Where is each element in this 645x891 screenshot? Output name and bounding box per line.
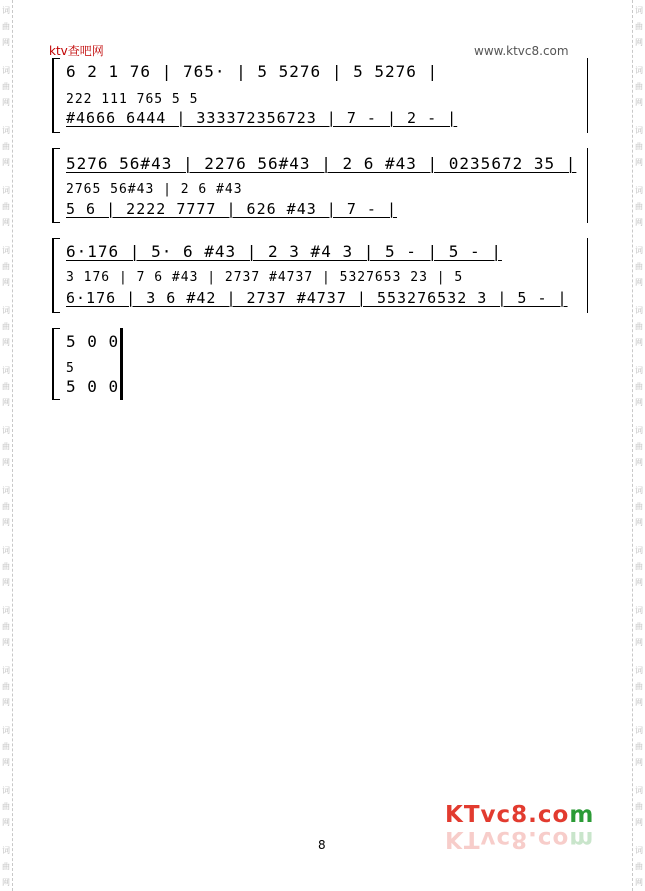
side-watermark-char: 曲 [2,562,10,571]
side-watermark-char: 网 [635,458,643,467]
side-watermark-char: 网 [2,878,10,887]
side-watermark-char: 网 [2,518,10,527]
side-watermark-char: 曲 [2,742,10,751]
side-watermark-char: 曲 [2,322,10,331]
right-dashed-line [632,0,633,891]
side-watermark-char: 曲 [635,502,643,511]
side-watermark-char: 曲 [2,142,10,151]
melody-line: 5276 56#43 | 2276 56#43 | 2 6 #43 | 0235672 35 | [66,154,577,173]
side-watermark-char: 曲 [2,862,10,871]
side-watermark-char: 词 [635,666,643,675]
melody-line: 6 2 1 76 | 765· | 5 5276 | 5 5276 | [66,62,439,81]
side-watermark-char: 网 [635,158,643,167]
side-watermark-char: 曲 [2,262,10,271]
logo-text: KTvc8.co [445,802,570,828]
side-watermark-char: 网 [2,638,10,647]
side-watermark-char: 词 [635,126,643,135]
side-watermark-char: 曲 [2,802,10,811]
barline [587,58,588,133]
side-watermark-char: 曲 [635,442,643,451]
side-watermark-char: 网 [635,218,643,227]
side-watermark-char: 网 [635,878,643,887]
side-watermark-char: 网 [2,578,10,587]
side-watermark-char: 词 [2,486,10,495]
score-system-4 [52,328,124,400]
side-watermark-char: 曲 [2,202,10,211]
side-watermark-char: 网 [635,518,643,527]
harmony-lower-line: 5 0 0 [66,377,120,396]
side-watermark-char: 曲 [635,862,643,871]
melody-line: 6·176 | 5· 6 #43 | 2 3 #4 3 | 5 - | 5 - | [66,242,502,261]
side-watermark-char: 词 [2,6,10,15]
score-system-2 [52,148,587,223]
side-watermark-char: 曲 [2,82,10,91]
system-brace [52,238,60,313]
side-watermark-char: 网 [2,458,10,467]
side-watermark-char: 词 [2,306,10,315]
left-watermark-column [0,0,14,891]
side-watermark-char: 网 [2,698,10,707]
side-watermark-char: 网 [2,98,10,107]
side-watermark-char: 词 [2,666,10,675]
system-brace [52,148,60,223]
harmony-upper-line: 2765 56#43 | 2 6 #43 [66,182,243,197]
side-watermark-char: 网 [635,98,643,107]
side-watermark-char: 网 [635,278,643,287]
side-watermark-char: 词 [635,306,643,315]
side-watermark-char: 词 [635,66,643,75]
side-watermark-char: 网 [2,338,10,347]
side-watermark-char: 词 [2,846,10,855]
side-watermark-char: 曲 [2,502,10,511]
side-watermark-char: 词 [2,726,10,735]
barline [587,238,588,313]
side-watermark-char: 词 [635,186,643,195]
logo-reflection: KTvc8.com [445,826,595,852]
side-watermark-char: 曲 [635,262,643,271]
side-watermark-char: 词 [635,726,643,735]
side-watermark-char: 词 [2,606,10,615]
side-watermark-char: 曲 [635,382,643,391]
side-watermark-char: 词 [635,366,643,375]
side-watermark-char: 词 [635,6,643,15]
site-logo [445,802,594,852]
barline [587,148,588,223]
side-watermark-char: 词 [635,606,643,615]
side-watermark-char: 网 [2,218,10,227]
score-system-1 [52,58,587,133]
harmony-lower-line: 5 6 | 2222 7777 | 626 #43 | 7 - | [66,200,398,218]
side-watermark-char: 词 [2,786,10,795]
side-watermark-char: 曲 [2,622,10,631]
side-watermark-char: 网 [635,698,643,707]
site-watermark: ktv查吧网 [49,44,104,58]
score-system-3 [52,238,587,313]
right-watermark-column [631,0,645,891]
melody-line: 5 0 0 [66,332,120,351]
side-watermark-char: 曲 [635,682,643,691]
side-watermark-char: 网 [635,338,643,347]
side-watermark-char: 曲 [2,382,10,391]
side-watermark-char: 曲 [2,442,10,451]
side-watermark-char: 曲 [635,22,643,31]
side-watermark-char: 网 [2,278,10,287]
side-watermark-char: 词 [635,786,643,795]
system-brace [52,328,60,400]
harmony-upper-line: 5 [66,361,75,376]
side-watermark-char: 曲 [635,622,643,631]
side-watermark-char: 网 [635,818,643,827]
side-watermark-char: 词 [635,846,643,855]
side-watermark-char: 词 [2,426,10,435]
side-watermark-char: 词 [2,126,10,135]
side-watermark-char: 曲 [635,742,643,751]
harmony-upper-line: 222 111 765 5 5 [66,92,199,107]
side-watermark-char: 网 [635,38,643,47]
side-watermark-char: 网 [635,638,643,647]
side-watermark-char: 网 [635,758,643,767]
system-brace [52,58,60,133]
harmony-upper-line: 3 176 | 7 6 #43 | 2737 #4737 | 5327653 23 | 5 [66,270,464,285]
side-watermark-char: 曲 [2,22,10,31]
side-watermark-char: 词 [2,546,10,555]
harmony-lower-line: #4666 6444 | 333372356723 | 7 - | 2 - | [66,109,458,127]
side-watermark-char: 网 [2,158,10,167]
side-watermark-char: 曲 [635,802,643,811]
side-watermark-char: 曲 [2,682,10,691]
page-number: 8 [318,838,326,852]
final-barline [120,328,123,400]
side-watermark-char: 曲 [635,142,643,151]
side-watermark-char: 词 [635,546,643,555]
side-watermark-char: 词 [635,426,643,435]
side-watermark-char: 网 [635,578,643,587]
side-watermark-char: 网 [2,38,10,47]
side-watermark-char: 网 [2,818,10,827]
site-url-watermark: www.ktvc8.com [474,44,569,58]
side-watermark-char: 网 [2,758,10,767]
side-watermark-char: 词 [635,246,643,255]
harmony-lower-line: 6·176 | 3 6 #42 | 2737 #4737 | 553276532 3 | 5 - | [66,289,568,307]
logo-text-accent: m [569,802,595,828]
left-dashed-line [12,0,13,891]
side-watermark-char: 网 [635,398,643,407]
side-watermark-char: 网 [2,398,10,407]
side-watermark-char: 词 [2,66,10,75]
side-watermark-char: 词 [2,246,10,255]
side-watermark-char: 词 [2,366,10,375]
side-watermark-char: 曲 [635,322,643,331]
side-watermark-char: 曲 [635,202,643,211]
side-watermark-char: 词 [2,186,10,195]
side-watermark-char: 曲 [635,82,643,91]
side-watermark-char: 词 [635,486,643,495]
side-watermark-char: 曲 [635,562,643,571]
